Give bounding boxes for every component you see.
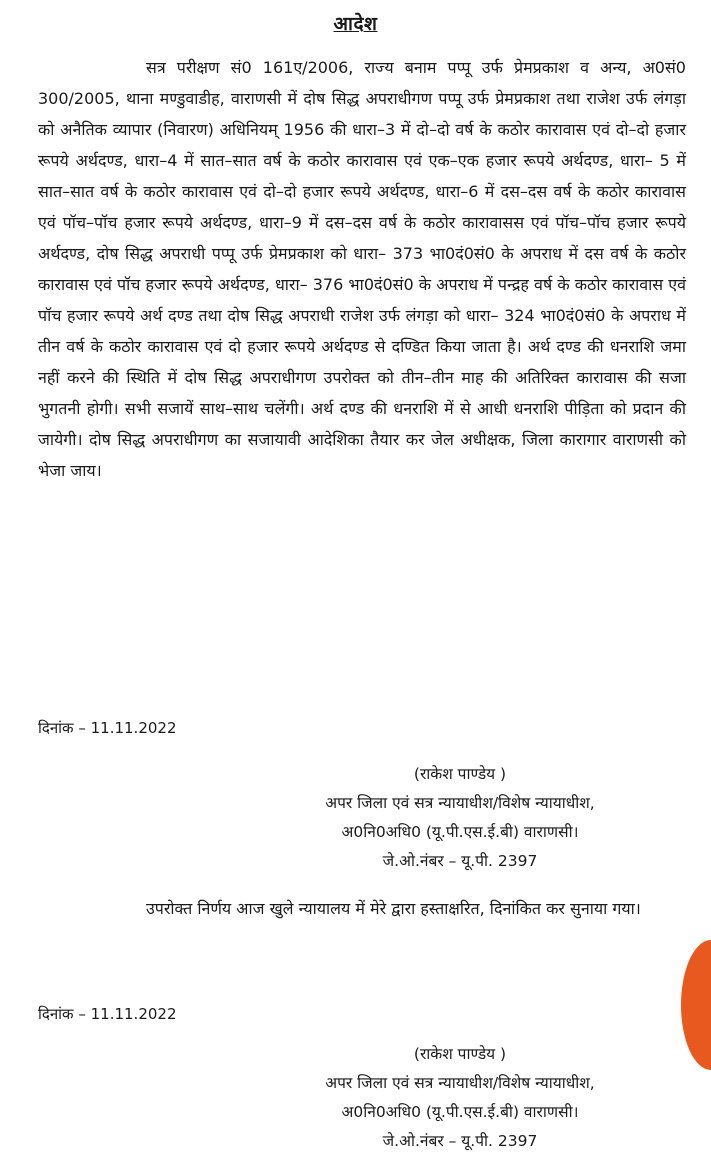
signature-block-second [240,1040,680,1156]
orange-edge-mark [681,940,711,1070]
signatory-jo-number: जे.ओ.नंबर – यू.पी. 2397 [382,1132,538,1150]
signatory-name: (राकेश पाण्डेय ) [413,1045,507,1063]
signatory-court: अ0नि0अधि0 (यू.पी.एस.ई.बी) वाराणसी। [341,1103,579,1121]
signatory-name: (राकेश पाण्डेय ) [413,765,507,783]
date-first: दिनांक – 11.11.2022 [38,719,177,737]
pronouncement-paragraph: उपरोक्त निर्णय आज खुले न्यायालय में मेरे द्वारा हस्ताक्षरित, दिनांकित कर सुनाया गया। [146,899,641,918]
signatory-designation: अपर जिला एवं सत्र न्यायाधीश/विशेष न्यायाधीश, [325,794,595,812]
signatory-designation: अपर जिला एवं सत्र न्यायाधीश/विशेष न्यायाधीश, [325,1074,595,1092]
document-title: आदेश [333,13,378,35]
signatory-court: अ0नि0अधि0 (यू.पी.एस.ई.बी) वाराणसी। [341,823,579,841]
order-body-paragraph: सत्र परीक्षण सं0 161ए/2006, राज्य बनाम पप्पू उर्फ प्रेमप्रकाश व अन्य, अ0सं0 300/2005, थाना मण्डुवाडीह, वाराणसी में दोष सिद्ध अपराधीगण पप्पू उर्फ प्रेमप्रकाश तथा राजेश उर्फ लंगड़ा को अनैतिक व्यापार (निवारण) अधिनियम् 1956 की धारा–3 में दो–दो वर्ष के कठोर कारावास एवं दो–दो हजार रूपये अर्थदण्ड, धारा–4 में सात–सात वर्ष के कठोर कारावास एवं एक–एक हजार रूपये अर्थदण्ड, धारा– 5 में सात–सात वर्ष के कठोर कारावास एवं दो–दो हजार रूपये अर्थदण्ड, धारा–6 में दस–दस वर्ष के कठोर कारावास एवं पॉच–पॉच हजार रूपये अर्थदण्ड, धारा–9 में दस–दस वर्ष के कठोर कारावासस एवं पॉच–पॉच हजार रूपये अर्थदण्ड, दोष सिद्ध अपराधी पप्पू उर्फ प्रेमप्रकाश को धारा– 373 भा0दं0सं0 के अपराध में दस वर्ष के कठोर कारावास एवं पॉच हजार रूपये अर्थदण्ड, धारा– 376 भा0दं0सं0 के अपराध में पन्द्रह वर्ष के कठोर कारावास एवं पॉच हजार रूपये अर्थ दण्ड तथा दोष सिद्ध अपराधी राजेश उर्फ लंगड़ा को धारा– 324 भा0दं0सं0 के अपराध में तीन वर्ष के कठोर कारावास एवं दो हजार रूपये अर्थदण्ड से दण्डित किया जाता है। अर्थ दण्ड की धनराशि जमा नहीं करने की स्थिति में दोष सिद्ध अपराधीगण उपरोक्त को तीन–तीन माह की अतिरिक्त कारावास की सजा भुगतनी होगी। सभी सजायें साथ–साथ चलेंगी। अर्थ दण्ड की धनराशि में से आधी धनराशि पीड़िता को प्रदान की जायेगी। दोष सिद्ध अपराधीगण का सजायावी आदेशिका तैयार कर जेल अधीक्षक, जिला कारागार वाराणसी को भेजा जाय। [38,58,686,480]
date-second: दिनांक – 11.11.2022 [38,1005,177,1023]
signature-block-first [240,760,680,876]
signatory-jo-number: जे.ओ.नंबर – यू.पी. 2397 [382,852,538,870]
